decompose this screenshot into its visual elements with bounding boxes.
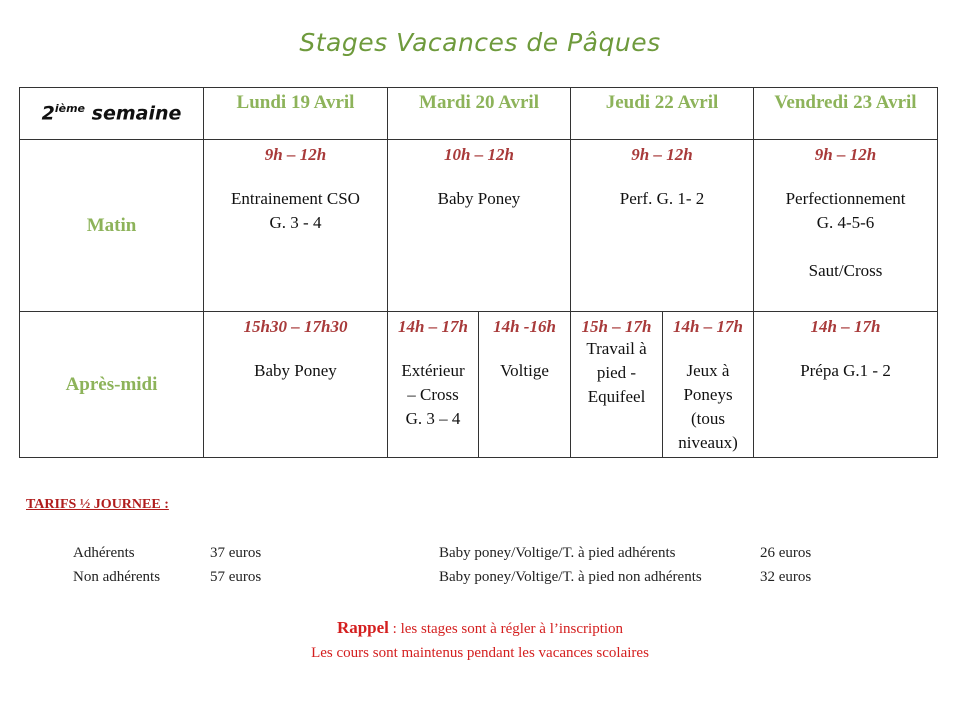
slot-activity: Baby Poney xyxy=(437,189,521,208)
row-label-morning: Matin xyxy=(20,140,204,312)
slot-thursday-afternoon-2 xyxy=(663,312,754,458)
slot-time: 14h – 17h xyxy=(398,317,468,336)
day-header-thursday: Jeudi 22 Avril xyxy=(571,88,754,140)
slot-group: G. 4-5-6 xyxy=(816,213,875,232)
rappel-line-1 xyxy=(0,618,960,638)
slot-extra: Saut/Cross xyxy=(808,261,883,280)
afternoon-row xyxy=(20,312,938,458)
slot-time: 15h – 17h xyxy=(581,317,652,336)
header-row xyxy=(20,88,938,140)
slot-activity: Entrainement CSO xyxy=(231,189,360,208)
tarif-label-nonmembers: Non adhérents xyxy=(73,569,161,585)
day-header-tuesday: Mardi 20 Avril xyxy=(388,88,571,140)
tarif-price2-nonmembers: 32 euros xyxy=(760,569,812,585)
slot-activity: Baby Poney xyxy=(254,361,337,380)
slot-activity-line: – Cross xyxy=(407,385,459,404)
day-header-friday: Vendredi 23 Avril xyxy=(754,88,938,140)
row-label-afternoon: Après-midi xyxy=(20,312,204,458)
slot-monday-afternoon xyxy=(204,312,388,458)
tarif-price-members: 37 euros xyxy=(210,545,262,561)
day-header-monday: Lundi 19 Avril xyxy=(204,88,388,140)
slot-group: G. 3 - 4 xyxy=(269,213,322,232)
slot-thursday-morning xyxy=(571,140,754,312)
slot-group: G. 3 – 4 xyxy=(405,409,461,428)
slot-tuesday-afternoon-1 xyxy=(388,312,479,458)
page-title: Stages Vacances de Pâques xyxy=(299,28,661,57)
tarif-label-members: Adhérents xyxy=(73,545,135,561)
slot-time: 9h – 12h xyxy=(814,145,877,164)
slot-activity: Perfectionnement xyxy=(785,189,906,208)
slot-activity: Travail à xyxy=(586,339,647,358)
tarif-label2-members: Baby poney/Voltige/T. à pied adhérents xyxy=(439,545,676,561)
slot-activity: Perf. G. 1- 2 xyxy=(619,189,705,208)
slot-time: 10h – 12h xyxy=(444,145,514,164)
slot-activity: Voltige xyxy=(500,361,549,380)
slot-time: 14h -16h xyxy=(493,317,556,336)
rappel-line-2: Les cours sont maintenus pendant les vacances scolaires xyxy=(311,645,649,661)
rappel-text: : les stages sont à régler à l’inscription xyxy=(388,621,624,637)
slot-time: 9h – 12h xyxy=(631,145,693,164)
slot-activity: Jeux à xyxy=(686,361,730,380)
slot-activity: Prépa G.1 - 2 xyxy=(800,361,891,380)
slot-tuesday-afternoon-2 xyxy=(479,312,571,458)
slot-friday-morning xyxy=(754,140,938,312)
schedule-table xyxy=(19,87,938,458)
tarif-price2-members: 26 euros xyxy=(760,545,812,561)
tarif-label2-nonmembers: Baby poney/Voltige/T. à pied non adhérents xyxy=(439,569,702,585)
tarifs-title: TARIFS ½ JOURNEE : xyxy=(26,497,169,512)
week-label: 2ième semaine xyxy=(20,88,204,140)
slot-activity-line: (tous xyxy=(691,409,725,428)
slot-activity-line: Equifeel xyxy=(587,387,646,406)
slot-activity-line: pied - xyxy=(596,363,637,382)
slot-activity-line: niveaux) xyxy=(678,433,738,452)
slot-time: 15h30 – 17h30 xyxy=(243,317,348,336)
slot-time: 9h – 12h xyxy=(264,145,327,164)
slot-monday-morning xyxy=(204,140,388,312)
tarif-price-nonmembers: 57 euros xyxy=(210,569,262,585)
rappel-keyword: Rappel xyxy=(336,618,389,637)
slot-activity: Extérieur xyxy=(401,361,465,380)
slot-thursday-afternoon-1 xyxy=(571,312,663,458)
slot-friday-afternoon xyxy=(754,312,938,458)
slot-activity-line: Poneys xyxy=(683,385,733,404)
slot-tuesday-morning xyxy=(388,140,571,312)
slot-time: 14h – 17h xyxy=(673,317,743,336)
morning-row xyxy=(20,140,938,312)
slot-time: 14h – 17h xyxy=(810,317,881,336)
